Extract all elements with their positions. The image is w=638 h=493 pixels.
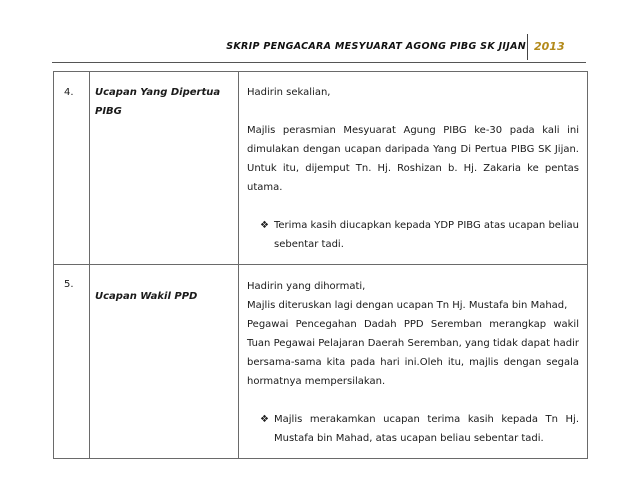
agenda-item: Ucapan Yang Dipertua PIBG [90,72,239,265]
paragraph: Majlis perasmian Mesyuarat Agung PIBG ke-30 pada kali ini dimulakan dengan ucapan daripada Yang Di Pertua PIBG SK Jijan. Untuk itu, dijemput Tn. Hj. Roshizan b. Hj. Zakaria ke pentas utama. [247,125,579,193]
diamond-bullet-icon: ❖ [260,414,269,425]
bullet-item [247,216,579,254]
agenda-description [239,265,588,459]
paragraph: Majlis diteruskan lagi dengan ucapan Tn Hj. Mustafa bin Mahad, [247,300,568,311]
table-row [54,72,588,265]
agenda-item: Ucapan Wakil PPD [90,265,239,459]
paragraph: Hadirin yang dihormati, [247,281,366,292]
page-header [0,28,638,62]
bullet-item [247,410,579,448]
row-number: 4. [54,72,90,265]
paragraph: Hadirin sekalian, [247,87,331,98]
header-rule [52,62,586,63]
table-row [54,265,588,459]
paragraph: Pegawai Pencegahan Dadah PPD Seremban merangkap wakil Tuan Pegawai Pelajaran Daerah Seremban, yang tidak dapat hadir bersama-sama kita pada hari ini.Oleh itu, majlis dengan segala hormatnya mempersilakan. [247,319,579,387]
agenda-table [53,71,588,459]
header-year: 2013 [534,40,565,53]
agenda-description [239,72,588,265]
header-title: SKRIP PENGACARA MESYUARAT AGONG PIBG SK JIJAN [226,41,526,52]
bullet-text: Majlis merakamkan ucapan terima kasih kepada Tn Hj. Mustafa bin Mahad, atas ucapan beliau sebentar tadi. [274,414,579,444]
diamond-bullet-icon: ❖ [260,220,269,231]
row-number: 5. [54,265,90,459]
bullet-text: Terima kasih diucapkan kepada YDP PIBG atas ucapan beliau sebentar tadi. [274,220,579,250]
header-divider [527,34,528,60]
